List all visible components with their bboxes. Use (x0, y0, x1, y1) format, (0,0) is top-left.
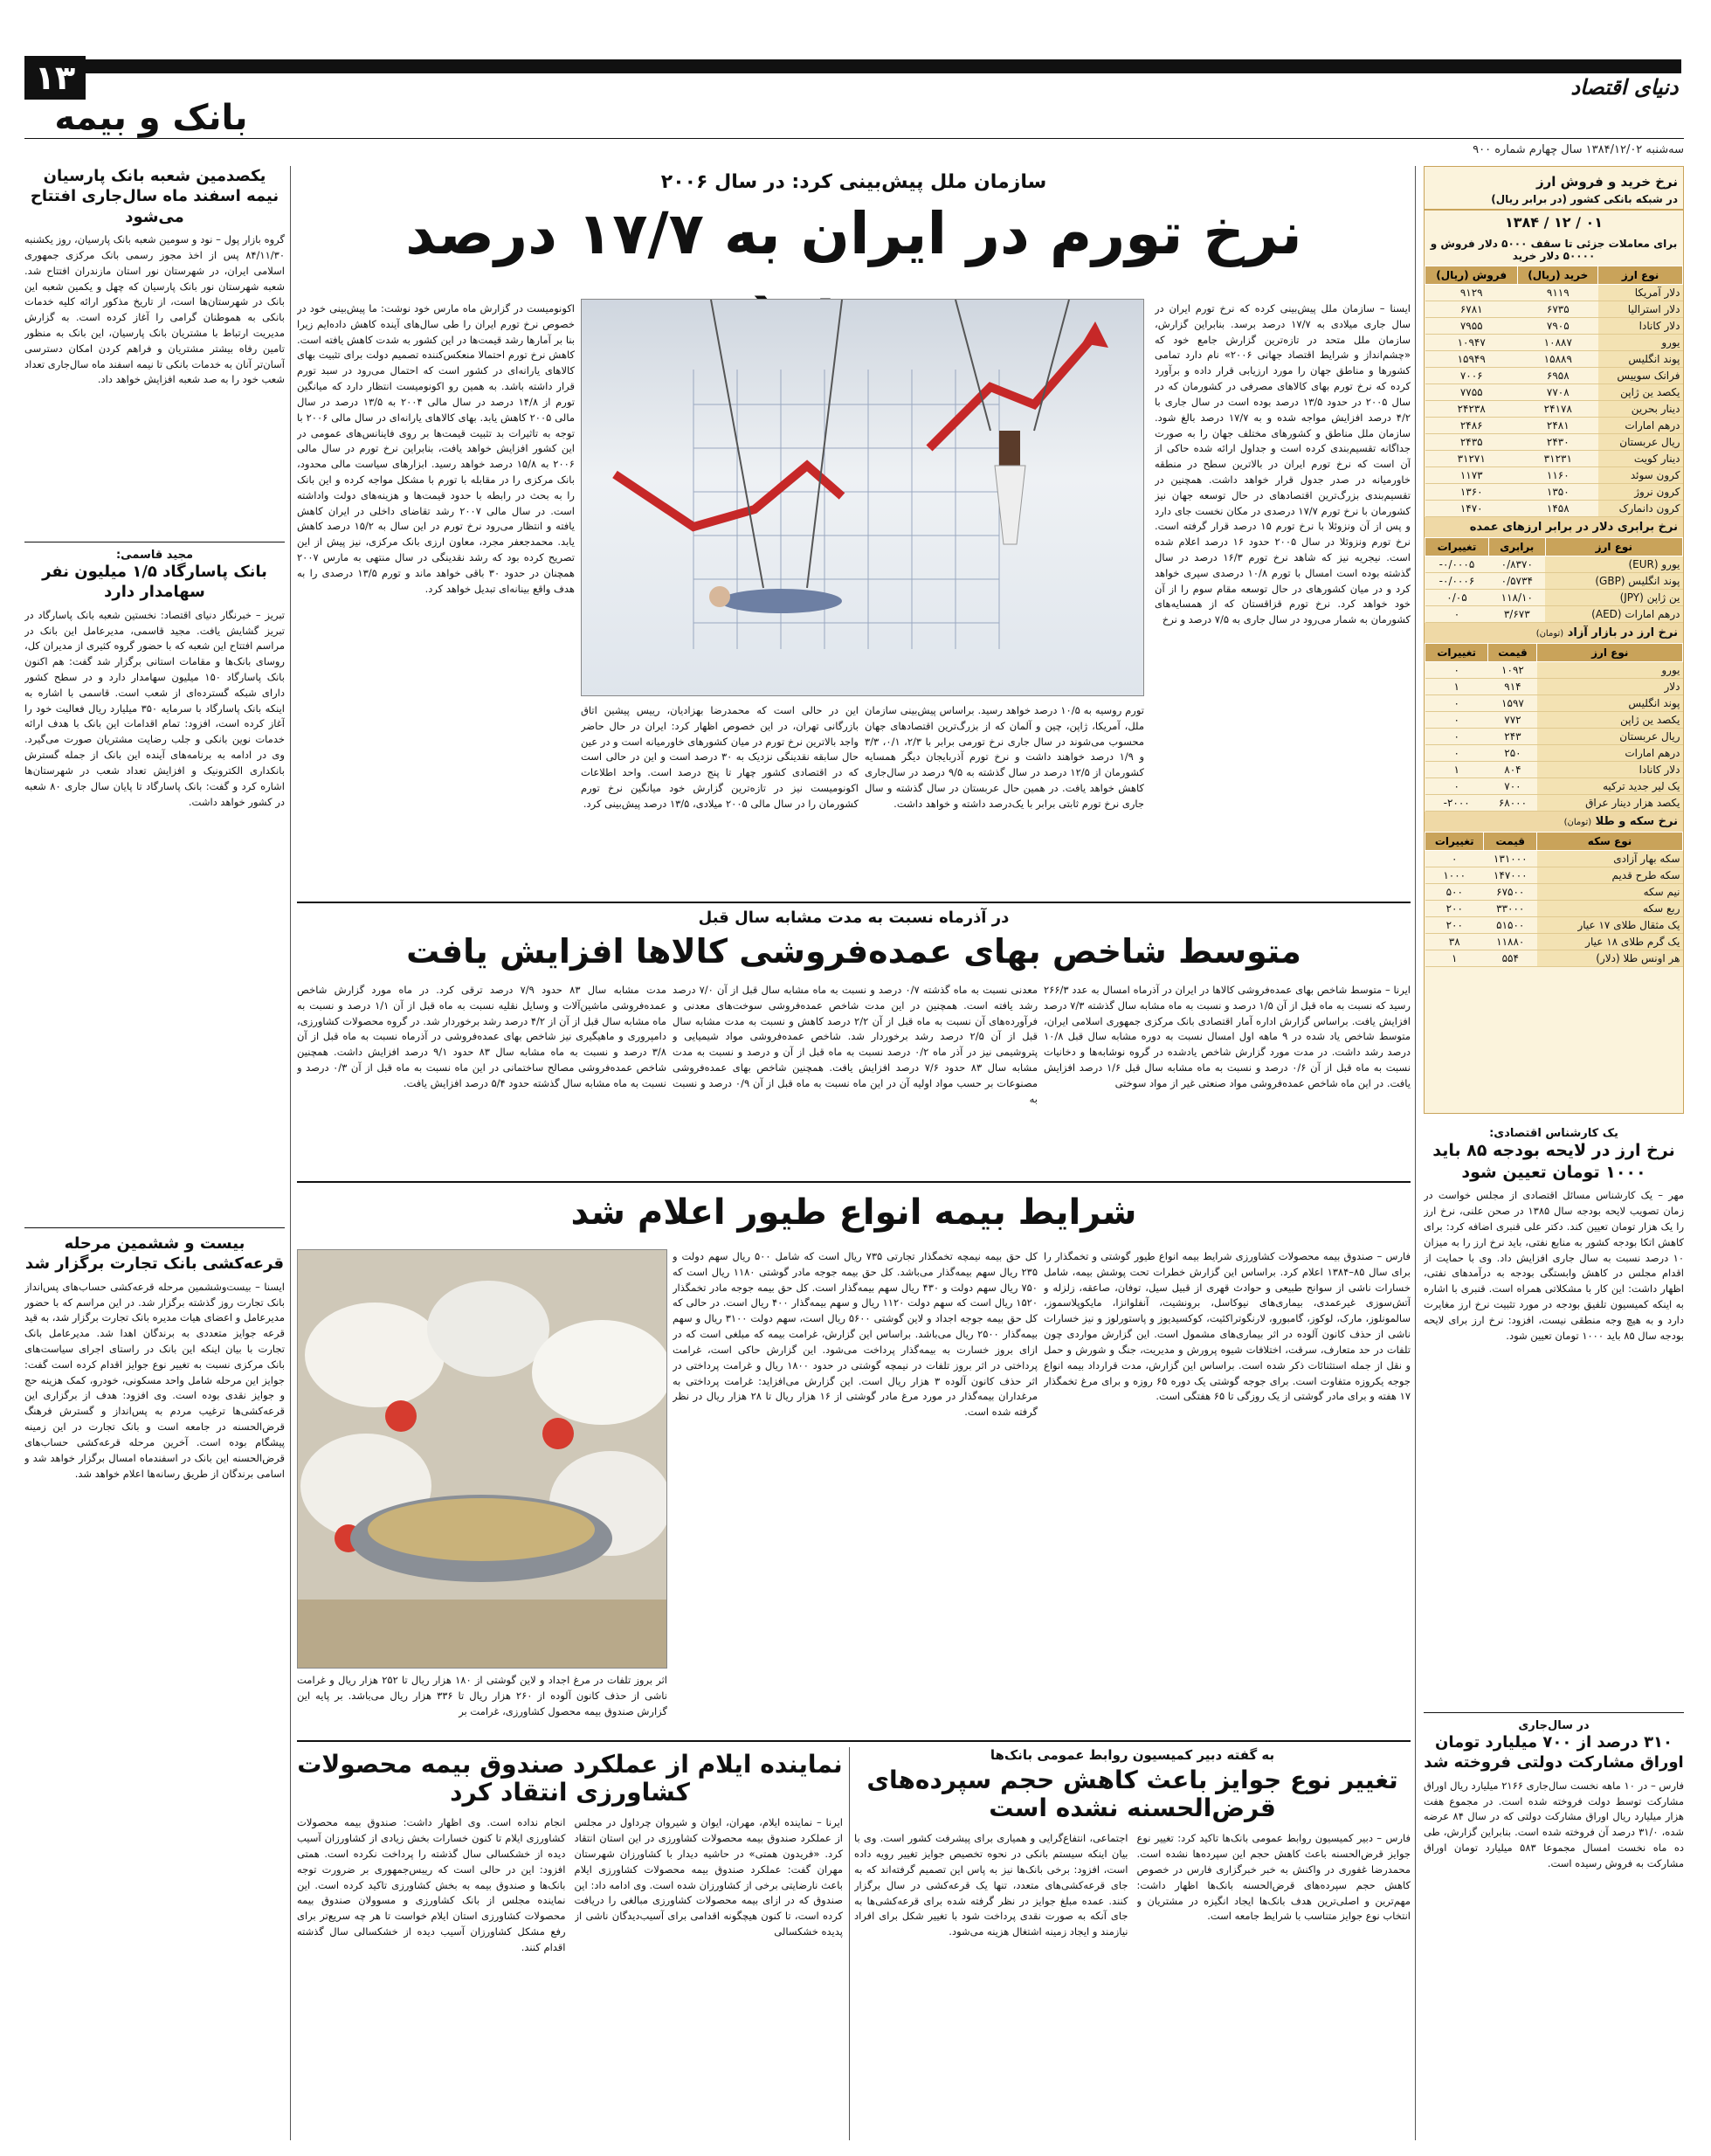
insurance-column-1: فارس – صندوق بیمه محصولات کشاورزی شرایط بیمه انواع طیور گوشتی و تخمگذار را برای سال ۸۵–۱۳۸۴ اعلام کرد. براساس این گزارش خطرات تحت پوشش بیمه، شامل خسارات ناشی از سوانح طبیعی و حوادث قهری از قبیل سیل، توفان، صاعقه، زلزله و آتش‌سوزی غیرعمدی، بیماری‌های نیوکاسل، برونشیت، آنفلوانزا، مایکوپلاسموز، سالمونلوز، مارک، لوکوز، گامبورو، لارنگوتراکئیت، کوکسیدیوز و پاستورلوز و نیز خسارات ناشی از حذف کانون آلوده در اثر بیماری‌های مشمول است. این گزارش مواردی چون تلفات در حد متعارف، سرقت، اختلافات شیوه پرورش و مدیریت، جنگ و شورش و حمل و نقل از جمله استثنائات ذکر شده است. براساس این گزارش، مدت قرارداد بیمه انواع جوجه یکروزه متفاوت است. برای جوجه گوشتی یک دوره ۶۵ روزه و برای مرغ تخمگذار ۱۷ هفته و برای مادر گوشتی از یک روزگی تا ۶۵ هفتگی است. (1044, 1250, 1411, 1403)
masthead-logo: دنیای اقتصاد (1570, 75, 1679, 100)
row-label: دلار استرالیا (1598, 301, 1683, 318)
row-value: ۱۱۸/۱۰ (1488, 590, 1545, 606)
row-label: درهم امارات (1598, 418, 1683, 434)
table-row (1425, 679, 1683, 695)
free-market-table (1425, 643, 1683, 812)
row-value: -۰/۰۰۰۵ (1425, 556, 1489, 573)
coin-gold-table (1425, 832, 1683, 967)
article-headline: بیست و ششمین مرحله قرعه‌کشی بانک تجارت برگزار شد (24, 1234, 285, 1274)
column-header: نوع ارز (1545, 538, 1682, 556)
wholesale-column-1: ایرنا – متوسط شاخص بهای عمده‌فروشی کالاها در ایران در آذرماه امسال به عدد ۲۶۶/۳ رسید که نسبت به ماه قبل از آن ۱/۵ درصد و نسبت به ماه مشابه سال گذشته ۷/۳ درصد افزایش یافت. براساس گزارش اداره آمار اقتصادی بانک مرکزی جمهوری اسلامی ایران، متوسط شاخص یاد شده در ۹ ماهه اول امسال نسبت به دوره مشابه سال قبل ۱۰/۸ درصد رشد داشت. در مدت مورد گزارش شاخص یادشده در گروه نوشابه‌ها و دخانیات نسبت به ماه قبل از آن ۰/۶ درصد و نسبت به ماه مشابه سال قبل ۱/۶ درصد افزایش یافت. در این ماه شاخص عمده‌فروشی مواد صنعتی غیر از مواد سوختی (1044, 984, 1411, 1089)
row-value: ۵۱۵۰۰ (1484, 917, 1537, 934)
row-value: ۲۴۳۵ (1425, 434, 1518, 451)
row-value: ۱۴۷۰۰۰ (1484, 867, 1537, 884)
row-value: ۷۷۲ (1488, 712, 1537, 729)
row-value: ۱۰۹۲ (1488, 662, 1537, 679)
row-value: ۷۰۰ (1488, 778, 1537, 795)
article-body: تبریز – خبرنگار دنیای اقتصاد: نخستین شعبه بانک پاسارگاد در تبریز گشایش یافت. مجید قاسمی، مدیرعامل این بانک در مراسم افتتاح این شعبه که با حضور گروه کثیری از مدیران کل، روسای بانک‌ها و مقامات استانی برگزار شد گفت: هم اکنون بانک پاسارگاد ۱۵۰ میلیون سهامدار دارد و در سطح کشور دارای شبکه گسترده‌ای از شعب است. قاسمی با اشاره به اینکه بانک پاسارگاد با سرمایه ۳۵۰ میلیارد ریال فعالیت خود را آغاز کرده است، افزود: تمام اقدامات این بانک با هدف ارائه خدمات نوین بانکی و جلب رضایت مشتریان صورت می‌گیرد. وی در ادامه به برنامه‌های آینده این بانک از جمله گسترش بانکداری الکترونیک و افزایش تعداد شعب در شهرستان‌ها اشاره کرد و گفت: بانک پاسارگاد تا پایان سال جاری ۸۰ شعبه در کشور خواهد داشت. (24, 608, 285, 808)
table-row (1425, 795, 1683, 812)
row-value: ۲۴۳ (1488, 729, 1537, 745)
lead-column-1: ایسنا – سازمان ملل پیش‌بینی کرده که نرخ تورم ایران در سال جاری میلادی به ۱۷/۷ درصد برسد. بنابراین گزارش، سازمان ملل متحد در تازه‌ترین گزارش جامع خود که «چشم‌انداز و شرایط اقتصاد جهانی ۲۰۰۶» نام دارد تمامی کشورها و مناطق جهان را مورد ارزیابی قرار داده و برآورد کرده که نرخ تورم بهای کالاهای مصرفی در کشورمان که در سال ۲۰۰۵ در حدود ۱۳/۵ درصد بوده است در سال جاری با ۴/۲ درصد افزایش مواجه شده و به ۱۷/۷ درصد بالغ شود. سازمان ملل مناطق و کشورهای مختلف جهان را به صورت جداگانه تقسیم‌بندی کرده است و جداول ارائه شده حاکی از آن است که نرخ تورم ایران در بالاترین سطح در منطقه خاورمیانه در صدر جدول قرار خواهد داشت. همچنین در تقسیم‌بندی بزرگ‌ترین اقتصادهای در حال توسعه جهان نیز کشورمان با نرخ تورم ۱۷/۷ درصدی در مکان نخست جای دارد و پس از آن ونزوئلا با نرخ تورم ۱۵ درصد قرار گرفته است. نرخ تورم ونزوئلا در سال ۲۰۰۵ حدود ۱۶ درصد اعلام شده است. نیجریه نیز که شاهد نرخ تورم ۱۶/۳ درصد در سال گذشته بوده است امسال با تورم ۱۰/۸ درصدی سپری خواهد کرد و در میان کشورهای در حال توسعه مقام سوم را از آن خود خواهد کرد. نرخ تورم قزاقستان که از همسایه‌های کشورمان به شمار می‌رود در سال جاری به ۷/۵ درصد و نرخ (1155, 302, 1411, 626)
row-label: پوند انگلیس (1598, 351, 1683, 368)
free-market-title-text: نرخ ارز در بازار آزاد (1567, 626, 1678, 639)
row-value: ۰ (1425, 745, 1488, 762)
row-label: یورو (1598, 335, 1683, 351)
article-exchange-rate-budget (1424, 1127, 1684, 1703)
row-value: ۳/۶۷۳ (1488, 606, 1545, 623)
rates-date: ۰۱ / ۱۲ / ۱۳۸۴ (1425, 209, 1683, 234)
table-row (1425, 712, 1683, 729)
row-value: ۳۸ (1425, 934, 1484, 950)
lead-headline: نرخ تورم در ایران به ۱۷/۷ درصد (405, 200, 1302, 267)
table-row (1425, 401, 1683, 418)
section-title: بانک و بیمه (54, 98, 248, 138)
row-label: یک مثقال طلای ۱۷ عیار (1537, 917, 1683, 934)
table-row (1425, 762, 1683, 778)
row-value: ۲۰۰ (1425, 917, 1484, 934)
table-row (1425, 301, 1683, 318)
row-value: ۰ (1425, 662, 1488, 679)
row-label: دلار آمریکا (1598, 285, 1683, 301)
row-value: ۲۴۳۰ (1518, 434, 1598, 451)
row-value: ۰ (1425, 606, 1489, 623)
row-value: ۵۰۰ (1425, 884, 1484, 901)
table-row (1425, 950, 1683, 967)
table-row (1425, 573, 1683, 590)
row-value: ۱ (1425, 762, 1488, 778)
row-label: پوند انگلیس (GBP) (1545, 573, 1682, 590)
row-label: سکه طرح قدیم (1537, 867, 1683, 884)
table-row (1425, 451, 1683, 467)
article-body: گروه بازار پول – نود و سومین شعبه بانک پارسیان، روز یکشنبه ۸۴/۱۱/۳۰ پس از اخذ مجوز رسمی بانک مرکزی جمهوری اسلامی ایران، در شهرستان نور استان مازندران افتتاح شد. شعبه شهرستان نور بانک پارسیان که چهل و یکمین شعبه این بانک در شهرستان‌ها است، از تاریخ مذکور ارائه کلیه خدمات بانکی به هموطنان گرامی را آغاز کرده است. به گزارش مدیریت ارتباط با مشتریان بانک پارسیان، این بانک به منظور تامین رفاه بیشتر مشتریان و فراهم کردن امکان دسترسی آسان‌تر آنان به خدمات بانکی تا نیمه اسفند ماه سال‌جاری تعداد شعب خود را به صد شعبه افزایش خواهد داد. (24, 233, 285, 386)
rule (297, 1181, 1411, 1183)
rule (1424, 1712, 1684, 1713)
table-row (1425, 917, 1683, 934)
table-row (1425, 606, 1683, 623)
row-value: ۳۱۲۷۱ (1425, 451, 1518, 467)
parity-title: نرخ برابری دلار در برابر ارزهای عمده (1425, 517, 1683, 537)
article-qarz-al-hasaneh (854, 1747, 1411, 2140)
table-row (1425, 934, 1683, 950)
row-value: ۷۹۵۵ (1425, 318, 1518, 335)
article-headline: نرخ ارز در لایحه بودجه ۸۵ باید ۱۰۰۰ تومان تعیین شود (1432, 1141, 1675, 1182)
trapeze-chart-illustration (581, 300, 1143, 696)
column-rule (1415, 166, 1416, 2140)
row-label: درهم امارات (AED) (1545, 606, 1682, 623)
column-header: برابری (1488, 538, 1545, 556)
article-tejarat-lottery (24, 1233, 285, 2142)
row-value: ۶۷۸۱ (1425, 301, 1518, 318)
row-value: ۱۴۷۰ (1425, 501, 1518, 517)
column-header: تغییرات (1425, 644, 1488, 662)
table-row (1425, 335, 1683, 351)
row-label: دلار کانادا (1537, 762, 1683, 778)
row-value: ۹۱۴ (1488, 679, 1537, 695)
row-value: ۰ (1425, 695, 1488, 712)
row-value: ۱۰۹۴۷ (1425, 335, 1518, 351)
wholesale-column-3: مدت مشابه سال ۸۳ حدود ۷/۹ درصد ترقی کرد. در ماه مورد گزارش شاخص عمده‌فروشی ماشین‌آلات و وسایل نقلیه نسبت به ماه قبل از آن ۱/۱ درصد و نسبت به ماه مشابه سال قبل از آن از ۴/۲ درصد رشد برخوردار شد. در گروه محصولات کشاورزی، دامپروری و ماهیگیری نیز شاخص بهای عمده‌فروشی در آذرماه نسبت به ماه قبل از آن ۳/۸ درصد و نسبت به ماه مشابه سال ۸۳ حدود ۹/۱ درصد افزایش داشت. همچنین شاخص عمده‌فروشی مصالح ساختمانی در این ماه نسبت به ماه قبل از آن ۰/۳ درصد و نسبت به ماه مشابه سال گذشته حدود ۵/۴ درصد افزایش یافت. (297, 984, 666, 1089)
row-label: فرانک سوییس (1598, 368, 1683, 384)
row-label: یورو (1537, 662, 1683, 679)
row-value: ۰ (1425, 712, 1488, 729)
row-value: ۲۴۲۳۸ (1425, 401, 1518, 418)
row-label: دینار کویت (1598, 451, 1683, 467)
article-ilam-insurance (297, 1747, 843, 2140)
article-body: ایسنا – بیست‌وششمین مرحله قرعه‌کشی حساب‌های پس‌انداز بانک تجارت روز گذشته برگزار شد. در این مراسم که با حضور مدیرعامل و اعضای هیات مدیره بانک تجارت برگزار شد، به قید قرعه جوایز متعددی به برندگان اهدا شد. مدیرعامل بانک تجارت با بیان اینکه این بانک در راستای اجرای سیاست‌های بانک مرکزی نسبت به تغییر نوع جوایز اقدام کرده است گفت: جوایز این مرحله شامل واحد مسکونی، خودرو، کمک هزینه حج و جوایز نقدی بوده است. وی افزود: هدف از برگزاری این قرعه‌کشی‌ها ترغیب مردم به پس‌انداز و گسترش فرهنگ قرض‌الحسنه در جامعه است و بانک تجارت در این زمینه پیشگام بوده است. آخرین مرحله قرعه‌کشی حساب‌های قرض‌الحسنه این بانک در اسفندماه امسال برگزار خواهد شد و اسامی برندگان از طریق رسانه‌ها اعلام خواهد شد. (24, 1280, 285, 1480)
table-row (1425, 884, 1683, 901)
table-row (1425, 467, 1683, 484)
row-value: ۳۳۰۰۰ (1484, 901, 1537, 917)
row-value: ۱ (1425, 950, 1484, 967)
inflation-illustration (581, 299, 1144, 696)
table-row (1425, 484, 1683, 501)
row-value: ۱۱۷۳ (1425, 467, 1518, 484)
column-rule (290, 166, 291, 2140)
row-value: ۷۹۰۵ (1518, 318, 1598, 335)
exchange-rates-box (1424, 166, 1684, 1114)
coin-title-text: نرخ سکه و طلا (1595, 815, 1678, 828)
rates-note: برای معاملات جزئی تا سقف ۵۰۰۰ دلار فروش و ۵۰۰۰۰ دلار خرید (1430, 238, 1678, 262)
article-column: انجام نداده است. وی اظهار داشت: صندوق بیمه محصولات کشاورزی ایلام تا کنون خسارات بخش زیادی از کشاورزان آسیب دیده از خشکسالی سال گذشته را پرداخت نکرده است. همتی افزود: این در حالی است که رییس‌جمهوری بر ضرورت توجه بانک‌ها و صندوق بیمه به بخش کشاورزی تاکید کرده است. این نماینده مجلس از بانک کشاورزی و مسوولان صندوق بیمه محصولات کشاورزی استان ایلام خواست تا هر چه سریع‌تر برای رفع مشکل کشاورزان آسیب دیده از خشکسالی سال گذشته اقدام کنند. (297, 1816, 566, 1953)
lead-column-2: تورم روسیه به ۱۰/۵ درصد خواهد رسید. براساس پیش‌بینی سازمان ملل، آمریکا، ژاپن، چین و آلمان که از بزرگ‌ترین اقتصادهای جهان محسوب می‌شوند در سال جاری نرخ تورمی برابر با ۲/۳، ۰/۱، ۳/۳ و ۱/۹ درصد خواهند داشت و نرخ تورم آذربایجان دیگر همسایه کشورمان از ۱۲/۵ درصد در سال گذشته به ۹/۵ درصد در سال‌جاری کاهش خواهد یافت. در همین حال عربستان در سال گذشته و سال جاری نرخ تورم ثابتی برابر با یک‌درصد داشته و خواهد داشت. (865, 704, 1144, 810)
row-value: ۱۵۸۸۹ (1518, 351, 1598, 368)
article-kicker: یک کارشناس اقتصادی: (1489, 1127, 1618, 1140)
official-rates-table (1425, 266, 1683, 517)
header-rule (24, 138, 1684, 139)
row-value: ۳۱۲۳۱ (1518, 451, 1598, 467)
article-headline: تغییر نوع جوایز باعث کاهش حجم سپرده‌های قرض‌الحسنه نشده است (866, 1766, 1398, 1823)
column-rule (849, 1747, 850, 2140)
row-label: پوند انگلیس (1537, 695, 1683, 712)
table-row (1425, 662, 1683, 679)
row-value: ۰/۰۵ (1425, 590, 1489, 606)
row-label: یورو (EUR) (1545, 556, 1682, 573)
column-header: تغییرات (1425, 833, 1484, 851)
table-row (1425, 501, 1683, 517)
article-pasargad-bank (24, 549, 285, 1221)
article-body: مهر – یک کارشناس مسائل اقتصادی از مجلس خواست در زمان تصویب لایحه بودجه سال ۱۳۸۵ در صحن علنی، نرخ ارز را یک هزار تومان تعیین کند. دکتر علی قنبری اضافه کرد: برای کاهش اتکا بودجه کشور به منابع نفتی، باید نرخ ارز را به میزان ۱۰ درصد نسبت به سال جاری افزایش داد. وی با حمایت از اقدام مجلس در کاهش وابستگی بودجه به درآمدهای نفتی، اظهار داشت: این کار با مشکلاتی همراه است. قنبری با اشاره به اینکه کمیسیون تلفیق بودجه در مورد تثبیت نرخ ارز مغایرت دارد و به هیچ وجه منطقی نیست، افزود: نرخ ارز برای لایحه بودجه سال ۸۵ باید ۱۰۰۰ تومان تعیین شود. (1424, 1189, 1684, 1342)
article-column: فارس – دبیر کمیسیون روابط عمومی بانک‌ها تاکید کرد: تغییر نوع جوایز قرض‌الحسنه باعث کاهش حجم این سپرده‌ها نشده است. محمدرضا غفوری در واکنش به خبر خبرگزاری فارس در خصوص کاهش حجم سپرده‌های قرض‌الحسنه بانک‌ها اظهار داشت: مهم‌ترین و اصلی‌ترین هدف بانک‌ها ایجاد انگیزه در مشتریان و انتخاب نوع جوایز متناسب با شرایط جامعه است. (1136, 1832, 1411, 1923)
article-column: اجتماعی، انتفاع‌گرایی و همیاری برای پیشرفت کشور است. وی با بیان اینکه سیستم بانکی در نحوه تخصیص جوایز تغییر رویه داده است، افزود: برخی بانک‌ها نیز به پاس این تصمیم گرفته‌اند که به جای قرعه‌کشی‌های متعدد، تنها یک قرعه‌کشی در سال برگزار کنند. عمده مبلغ جوایز در نظر گرفته شده برای قرعه‌کشی‌ها به جای آنکه به صورت نقدی پرداخت شود با تغییر شکل برای افراد نیازمند و ایجاد زمینه اشتغال هزینه می‌شود. (854, 1832, 1128, 1938)
table-row (1425, 351, 1683, 368)
row-value: ۱۳۶۰ (1425, 484, 1518, 501)
row-label: دلار (1537, 679, 1683, 695)
row-value: ۸۰۴ (1488, 762, 1537, 778)
row-value: ۱۱۶۰ (1518, 467, 1598, 484)
row-value: ۶۷۳۵ (1518, 301, 1598, 318)
row-value: ۱ (1425, 679, 1488, 695)
table-row (1425, 384, 1683, 401)
article-headline: یکصدمین شعبه بانک پارسیان نیمه اسفند ماه سال‌جاری افتتاح می‌شود (30, 167, 279, 226)
row-value: -۲۰۰۰ (1425, 795, 1488, 812)
rates-subtitle: در شبکه بانکی کشور (در برابر ریال) (1491, 193, 1678, 205)
row-label: دلار کانادا (1598, 318, 1683, 335)
row-value: ۰/۵۷۳۴ (1488, 573, 1545, 590)
row-label: هر اونس طلا (دلار) (1537, 950, 1683, 967)
lead-kicker: سازمان ملل پیش‌بینی کرد: در سال ۲۰۰۶ (660, 171, 1047, 193)
article-headline: ۳۱۰ درصد از ۷۰۰ میلیارد تومان اوراق مشارکت دولتی فروخته شد (1424, 1733, 1684, 1772)
article-kicker: مجید قاسمی: (115, 549, 193, 562)
row-value: ۲۴۸۶ (1425, 418, 1518, 434)
article-kicker: در سال‌جاری (1518, 1719, 1590, 1732)
article-bonds (1424, 1719, 1684, 2139)
row-label: سکه بهار آزادی (1537, 851, 1683, 867)
row-value: ۶۸۰۰۰ (1488, 795, 1537, 812)
wholesale-column-2: معدنی نسبت به ماه گذشته ۰/۷ درصد و نسبت به ماه مشابه سال قبل از آن ۷/۰ درصد رشد یافته است. همچنین در این مدت شاخص عمده‌فروشی سوخت‌های معدنی و فرآورده‌های آن نسبت به ماه قبل از آن ۲/۲ درصد کاهش و نسبت به مدت مشابه سال قبل از آن ۲/۵ درصد رشد برخوردار شد. شاخص عمده‌فروشی مواد شیمیایی و پتروشیمی نیز در آذر ماه ۰/۲ درصد نسبت به ماه قبل از آن و درصد و نسبت به مدت مشابه سال ۸۳ حدود ۷/۶ درصد افزایش یافت. همچنین شاخص بهای عمده‌فروشی مصنوعات بر حسب مواد اولیه آن در این ماه نسبت به ماه قبل از آن ۰/۹ درصد و نسبت به (673, 984, 1038, 1105)
wholesale-headline: متوسط شاخص بهای عمده‌فروشی کالاها افزایش یافت (406, 932, 1301, 971)
row-value: ۲۵۰ (1488, 745, 1537, 762)
row-value: -۰/۰۰۰۶ (1425, 573, 1489, 590)
column-header: نوع ارز (1598, 266, 1683, 285)
wholesale-kicker: در آذرماه نسبت به مدت مشابه سال قبل (698, 909, 1010, 927)
row-value: ۱۵۹۴۹ (1425, 351, 1518, 368)
insurance-column-3: اثر بروز تلفات در مرغ اجداد و لاین گوشتی از ۱۸۰ هزار ریال تا ۲۵۲ هزار ریال و غرامت ناشی از حذف کانون آلوده از ۲۶۰ هزار ریال تا ۳۳۶ هزار ریال می‌باشد. بر پایه این گزارش صندوق بیمه محصول کشاورزی، غرامت بر (297, 1674, 667, 1717)
row-value: ۵۵۴ (1484, 950, 1537, 967)
row-value: ۱۵۹۷ (1488, 695, 1537, 712)
lead-column-3: این در حالی است که محمدرضا بهزادیان، رییس پیشین اتاق بازرگانی تهران، در این خصوص اظهار کرد: ایران در حال حاضر واجد بالاترین نرخ تورم در میان کشورهای خاورمیانه است و در عین حال سابقه نقدینگی نزدیک به ۳۰ درصد است و این در حالی است که در اقتصادی کشور چهار تا پنج درصد است. واحد اطلاعات اکونومیست نیز در تازه‌ترین گزارش خود میانگین نرخ تورم کشورمان را در سال مالی ۲۰۰۵ میلادی، ۱۳/۵ درصد پیش‌بینی کرد. (581, 704, 859, 810)
free-market-unit: (تومان) (1535, 629, 1564, 639)
row-label: ین ژاپن (JPY) (1545, 590, 1682, 606)
row-value: ۱۰۰۰ (1425, 867, 1484, 884)
row-value: ۶۷۵۰۰ (1484, 884, 1537, 901)
column-header: نوع ارز (1537, 644, 1683, 662)
row-label: یکصد ین ژاپن (1537, 712, 1683, 729)
column-header: تغییرات (1425, 538, 1489, 556)
row-label: یکصد ین ژاپن (1598, 384, 1683, 401)
rates-title: نرخ خرید و فروش ارز (1535, 174, 1678, 190)
row-value: ۷۷۰۸ (1518, 384, 1598, 401)
table-row (1425, 778, 1683, 795)
article-column: ایرنا – نماینده ایلام، مهران، ایوان و شیروان چرداول در مجلس از عملکرد صندوق بیمه محصولات کشاورزی در این استان انتقاد کرد. «فریدون همتی» در حاشیه دیدار با کشاورزان شهرستان مهران گفت: عملکرد صندوق بیمه محصولات کشاورزی ایلام باعث نارضایتی برخی از کشاورزان شده است. وی ادامه داد: این صندوق که در ازای بیمه محصولات کشاورزی مبالغی را دریافت کرده است، تا کنون هیچگونه اقدامی برای آسیب‌دیدگان ناشی از پدیده خشکسالی (574, 1816, 843, 1938)
row-value: ۱۳۱۰۰۰ (1484, 851, 1537, 867)
row-label: کرون نروژ (1598, 484, 1683, 501)
column-header: قیمت (1488, 644, 1537, 662)
table-row (1425, 418, 1683, 434)
row-label: یکصد هزار دینار عراق (1537, 795, 1683, 812)
page-number: ۱۳ (24, 56, 86, 100)
row-label: یک گرم طلای ۱۸ عیار (1537, 934, 1683, 950)
table-row (1425, 590, 1683, 606)
row-value: ۰ (1425, 851, 1484, 867)
table-row (1425, 318, 1683, 335)
article-headline: بانک پاسارگاد ۱/۵ میلیون نفر سهامدار دارد (42, 563, 267, 602)
free-market-title (1425, 623, 1683, 643)
article-headline: نماینده ایلام از عملکرد صندوق بیمه محصولات کشاورزی انتقاد کرد (297, 1750, 843, 1807)
row-value: ۹۱۲۹ (1425, 285, 1518, 301)
chickens-photo (297, 1249, 667, 1669)
column-header: فروش (ریال) (1425, 266, 1518, 285)
row-value: ۲۰۰ (1425, 901, 1484, 917)
row-label: درهم امارات (1537, 745, 1683, 762)
row-label: دینار بحرین (1598, 401, 1683, 418)
dollar-parity-table (1425, 537, 1683, 623)
row-value: ۷۰۰۶ (1425, 368, 1518, 384)
row-value: ۱۱۸۸۰ (1484, 934, 1537, 950)
table-row (1425, 745, 1683, 762)
table-row (1425, 695, 1683, 712)
table-row (1425, 901, 1683, 917)
row-label: نیم سکه (1537, 884, 1683, 901)
coin-unit: (تومان) (1563, 818, 1592, 827)
article-parsian-bank (24, 166, 285, 533)
table-row (1425, 729, 1683, 745)
row-value: ۹۱۱۹ (1518, 285, 1598, 301)
coin-title (1425, 812, 1683, 832)
column-header: خرید (ریال) (1518, 266, 1598, 285)
row-value: ۰ (1425, 778, 1488, 795)
article-kicker: به گفته دبیر کمیسیون روابط عمومی بانک‌ها (990, 1747, 1275, 1763)
row-value: ۲۴۸۱ (1518, 418, 1598, 434)
rule (297, 902, 1411, 903)
column-header: نوع سکه (1537, 833, 1683, 851)
rule (24, 1227, 285, 1228)
article-body: فارس – در ۱۰ ماهه نخست سال‌جاری ۲۱۶۶ میلیارد ریال اوراق مشارکت توسط دولت فروخته شده است. در مجموع هفت هزار میلیارد ریال اوراق مشارکت دولتی که در سال ۸۴ عرضه شده، ۳۱/۰ درصد آن فروخته شده است. بنابراین گزارش، طی ده ماه نخست امسال مجموعا ۵۸۳ میلیارد تومان اوراق مشارکت به فروش رسیده است. (1424, 1779, 1684, 1869)
table-row (1425, 556, 1683, 573)
row-value: ۰/۸۳۷۰ (1488, 556, 1545, 573)
row-value: ۱۴۵۸ (1518, 501, 1598, 517)
row-value: ۷۷۵۵ (1425, 384, 1518, 401)
column-header: قیمت (1484, 833, 1537, 851)
row-value: ۱۰۸۸۷ (1518, 335, 1598, 351)
table-row (1425, 851, 1683, 867)
table-row (1425, 867, 1683, 884)
table-row (1425, 285, 1683, 301)
rule (297, 1740, 1411, 1742)
insurance-headline: شرایط بیمه انواع طیور اعلام شد (570, 1192, 1137, 1233)
row-value: ۲۴۱۷۸ (1518, 401, 1598, 418)
table-row (1425, 434, 1683, 451)
issue-line: سه‌شنبه ۱۳۸۴/۱۲/۰۲ سال چهارم شماره ۹۰۰ (1473, 143, 1684, 156)
top-rule (83, 59, 1681, 73)
insurance-column-2: کل حق بیمه نیمچه تخمگذار تجارتی ۷۳۵ ریال است که شامل ۵۰۰ ریال سهم دولت و ۲۳۵ ریال سهم بیمه‌گذار می‌باشد. کل حق بیمه جوجه مادر گوشتی ۱۱۸۰ ریال است که ۷۵۰ ریال سهم دولت و ۴۳۰ ریال سهم بیمه‌گذار است. کل حق بیمه جوجه مادر تخمگذار ۱۵۲۰ ریال است که سهم دولت ۱۱۲۰ ریال و سهم بیمه‌گذار ۴۰۰ ریال است. در حالی که کل حق بیمه جوجه اجداد و لاین گوشتی ۵۶۰۰ ریال است، سهم دولت ۳۱۰۰ ریال و سهم بیمه‌گذار ۲۵۰۰ ریال می‌باشد. براساس این گزارش، غرامت بیمه که مبلغی است که در ازای بروز خسارت به بیمه‌گذار پرداخت می‌شود. این گزارش حاکی است، غرامت پرداختی در اثر بروز تلفات در نیمچه گوشتی در حدود ۱۸۰۰ ریال و غرامت پرداختی در اثر حذف کانون آلوده ۳ هزار ریال است. این گزارش می‌افزاید: غرامت پرداختی به مرغداران بیمه‌گذار در مورد مرغ مادر گوشتی از ۱۶ هزار ریال تا ۲۸ هزار ریال در نظر گرفته شده است. (673, 1250, 1038, 1419)
row-label: یک لیر جدید ترکیه (1537, 778, 1683, 795)
lead-column-4: اکونومیست در گزارش ماه مارس خود نوشت: ما پیش‌بینی خود در خصوص نرخ تورم ایران را طی سال‌های آینده کاهش داده‌ایم زیرا بنا بر آمارها رشد قیمت‌ها در این کشور به شدت کاهش یافته است. کاهش نرخ تورم احتمالا منعکس‌کننده تصمیم دولت برای تثبیت بهای کالاهای یارانه‌ای در کشور است که احتمال می‌رود در سبد تورم قرار داشته باشد. به همین رو اکونومیست انتظار دارد که میانگین تورم از ۱۴/۸ درصد در سال مالی ۲۰۰۴ به ۱۳/۵ درصد در سال مالی ۲۰۰۵ کاهش یابد. بهای کالاهای یارانه‌ای در سال مالی ۲۰۰۶ با توجه به تاثیرات بد تثبیت قیمت‌ها بر روی فاینانس‌های عمومی در این کشور افزایش خواهد یافت، بنابراین نرخ تورم در سال مالی ۲۰۰۶ به ۱۵/۸ درصد خواهد رسید. ابزارهای سیاست مالی محدود، بانک مرکزی را در مقابله با تورم با مشکل مواجه کرده و این بانک را به بحث در رابطه با حدود قیمت‌ها و هزینه‌های دولت واداشته است. در سال مالی ۲۰۰۷ رشد تقاضای داخلی در ایران کاهش یافته و انتظار می‌رود نرخ تورم در این سال به ۱۵/۲ درصد کاهش یابد. محمدجعفر مجرد، معاون ارزی بانک مرکزی، نیز پیش از این تصریح کرده بود که رشد نقدینگی در سال منتهی به مارس ۲۰۰۷ همچنان در حدود ۳۰ باقی خواهد ماند و تورم ۱۳/۵ درصدی را به هدف واقع بینانه‌ای تبدیل خواهد کرد. (297, 302, 575, 595)
poultry-feeder-image (297, 1250, 666, 1669)
row-value: ۰ (1425, 729, 1488, 745)
row-label: کرون سوئد (1598, 467, 1683, 484)
table-row (1425, 368, 1683, 384)
row-value: ۶۹۵۸ (1518, 368, 1598, 384)
row-label: کرون دانمارک (1598, 501, 1683, 517)
row-value: ۱۳۵۰ (1518, 484, 1598, 501)
row-label: ریال عربستان (1598, 434, 1683, 451)
row-label: ربع سکه (1537, 901, 1683, 917)
row-label: ریال عربستان (1537, 729, 1683, 745)
